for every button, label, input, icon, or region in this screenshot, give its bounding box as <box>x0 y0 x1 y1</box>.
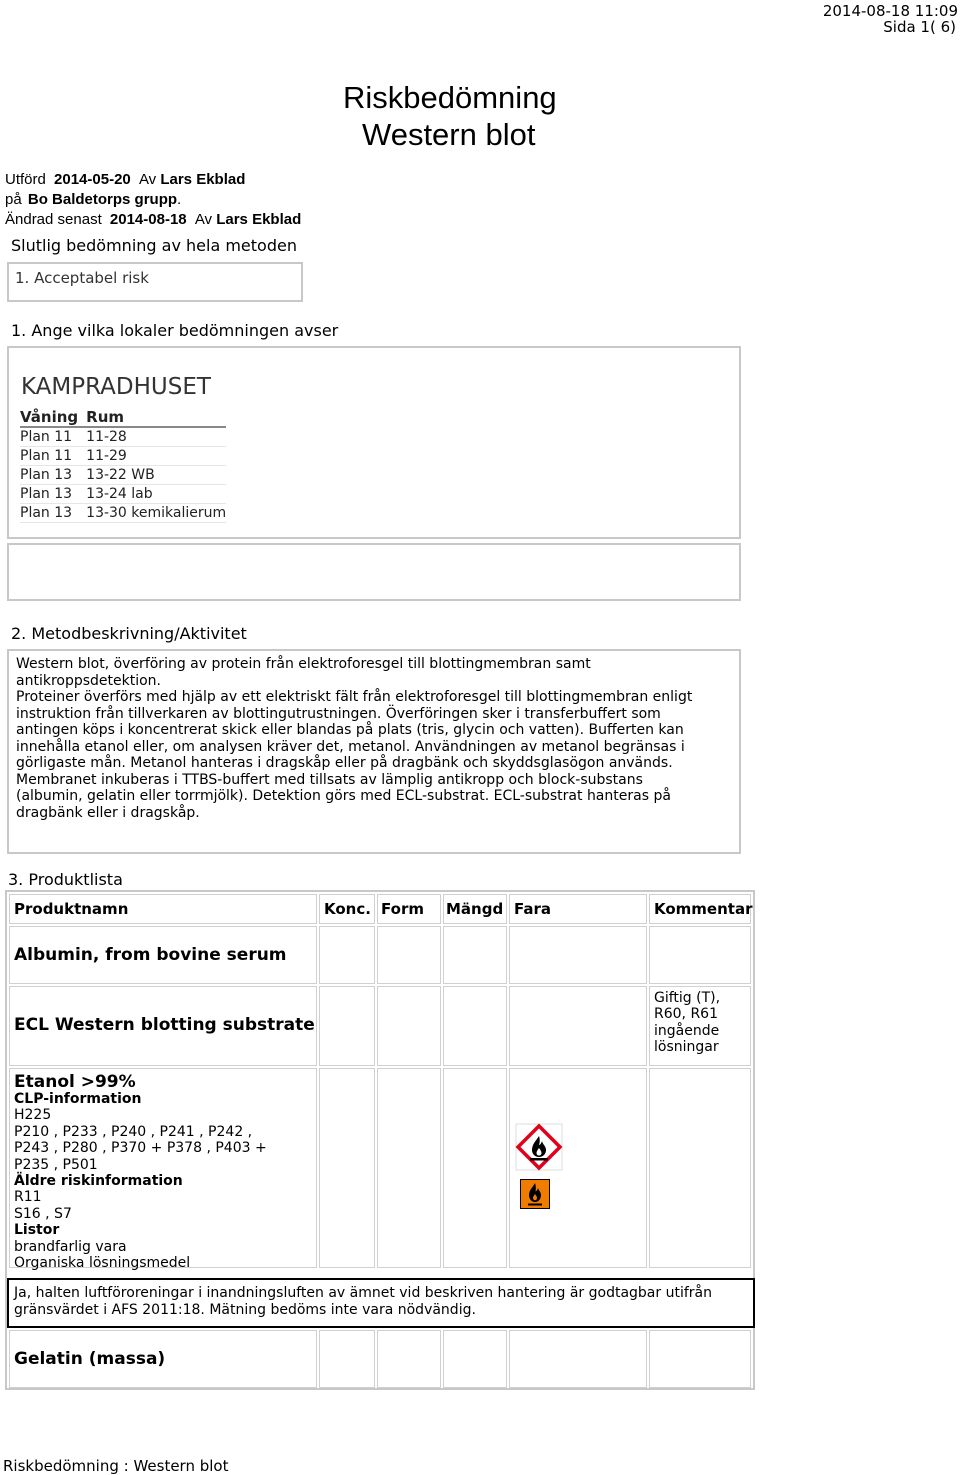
page-title: Riskbedömning <box>343 80 557 115</box>
product-name: ECL Western blotting substrate <box>14 1015 315 1035</box>
changed-date: 2014-08-18 <box>109 211 187 228</box>
detail-line: P235 , P501 <box>14 1156 98 1173</box>
product-comment <box>654 990 720 1056</box>
comment-line: R60, R61 <box>654 1006 718 1023</box>
locations-header-row <box>20 408 226 427</box>
hazard-cell <box>509 926 647 984</box>
form-cell <box>377 986 441 1066</box>
comment-line: lösningar <box>654 1039 719 1056</box>
table-row <box>20 485 226 504</box>
detail-line: R11 <box>14 1189 42 1206</box>
page-number: Sida 1( 6) <box>883 18 956 36</box>
comment-line: Giftig (T), <box>654 990 721 1006</box>
room-cell: 13-22 WB <box>86 466 226 485</box>
form-cell <box>377 1330 441 1388</box>
conc-cell <box>319 1068 375 1268</box>
changed-by-label: Av <box>194 211 213 228</box>
amount-cell <box>443 986 507 1066</box>
column-header-conc: Konc. <box>319 894 375 924</box>
page-subtitle: Western blot <box>362 117 536 152</box>
final-assessment-label: Slutlig bedömning av hela metoden <box>11 236 297 255</box>
section3-title: 3. Produktlista <box>8 870 123 889</box>
method-line: antingen köps i koncentrerat skick eller blandas på plats (tris, glycin och vatten). Bufferten kan <box>16 722 684 738</box>
column-header-form: Form <box>377 894 441 924</box>
product-name-cell <box>9 986 317 1066</box>
product-name: Albumin, from bovine serum <box>14 945 287 965</box>
comment-cell <box>649 1330 751 1388</box>
table-row <box>20 427 226 447</box>
floor-cell: Plan 13 <box>20 485 86 504</box>
section1-title: 1. Ange vilka lokaler bedömningen avser <box>11 321 339 340</box>
performed-date: 2014-05-20 <box>54 171 131 188</box>
product-details <box>14 1091 267 1271</box>
building-name: KAMPRADHUSET <box>21 374 211 400</box>
detail-line: H225 <box>14 1107 52 1124</box>
floor-cell: Plan 11 <box>20 427 86 447</box>
changed-label: Ändrad senast <box>5 211 102 228</box>
final-assessment-value: 1. Acceptabel risk <box>15 269 149 287</box>
amount-cell <box>443 1330 507 1388</box>
changed-by: Lars Ekblad <box>216 211 302 228</box>
amount-cell <box>443 926 507 984</box>
ghs-flame-icon <box>515 1123 563 1171</box>
detail-line: brandfarlig vara <box>14 1238 127 1255</box>
method-line: dragbänk eller i dragskåp. <box>16 804 200 821</box>
note-line: gränsvärdet i AFS 2011:18. Mätning bedöms inte vara nödvändig. <box>14 1301 476 1318</box>
flammable-orange-icon <box>520 1179 550 1209</box>
meta-performed <box>5 171 245 188</box>
method-line: innehålla etanol eller, om analysen kräver det, metanol. Användningen av metanol begränsas i <box>16 738 685 755</box>
table-row <box>20 447 226 466</box>
form-cell <box>377 926 441 984</box>
comment-cell <box>649 926 751 984</box>
floor-cell: Plan 11 <box>20 447 86 466</box>
method-line: (albumin, gelatin eller torrmjölk). Detektion görs med ECL-substrat. ECL-substrat hanteras på <box>16 788 671 804</box>
product-name-cell <box>9 926 317 984</box>
method-line: antikroppsdetektion. <box>16 672 161 689</box>
room-cell: 13-24 lab <box>86 485 226 504</box>
method-description-box <box>7 649 741 854</box>
product-name: Etanol >99% <box>14 1072 136 1092</box>
detail-line: Organiska lösningsmedel <box>14 1255 191 1272</box>
product-name-cell <box>9 1068 317 1272</box>
empty-box <box>7 543 741 601</box>
note-line: Ja, halten luftföroreningar i inandningsluften av ämnet vid beskriven hantering är godtagbar utifrån <box>14 1285 712 1301</box>
print-timestamp: 2014-08-18 11:09 <box>822 2 958 20</box>
room-cell: 11-29 <box>86 447 226 466</box>
detail-line: P210 , P233 , P240 , P241 , P242 , <box>14 1123 253 1140</box>
comment-cell <box>649 986 751 1066</box>
meta-group <box>5 191 181 208</box>
detail-heading: Äldre riskinformation <box>14 1173 183 1190</box>
column-header-name: Produktnamn <box>9 894 317 924</box>
product-table <box>5 890 755 1390</box>
product-name-cell <box>9 1330 317 1388</box>
floor-cell: Plan 13 <box>20 504 86 523</box>
section2-title: 2. Metodbeskrivning/Aktivitet <box>11 624 247 643</box>
conc-cell <box>319 986 375 1066</box>
comment-cell <box>649 1068 751 1268</box>
detail-heading: CLP-information <box>14 1091 142 1107</box>
group-dot: . <box>177 191 182 208</box>
exposure-note <box>7 1278 755 1328</box>
floor-cell: Plan 13 <box>20 466 86 485</box>
method-line: Membranet inkuberas i TTBS-buffert med tillsats av lämplig antikropp och block-substans <box>16 771 643 788</box>
detail-heading: Listor <box>14 1222 60 1239</box>
column-header-hazard: Fara <box>509 894 647 924</box>
column-floor: Våning <box>20 408 86 427</box>
comment-line: ingående <box>654 1022 720 1039</box>
table-row <box>20 504 226 523</box>
locations-table <box>20 408 226 523</box>
method-line: instruktion från tillverkaren av blottingutrustningen. Överföringen sker i transferbuffert som <box>16 705 661 722</box>
amount-cell <box>443 1068 507 1268</box>
group-name: Bo Baldetorps grupp <box>27 191 178 208</box>
final-assessment-box <box>7 262 303 302</box>
hazard-cell <box>509 1330 647 1388</box>
table-row <box>20 466 226 485</box>
locations-box <box>7 346 741 539</box>
method-line: Proteiner överförs med hjälp av ett elektriskt fält från elektroforesgel till blottingmembran enligt <box>16 689 693 705</box>
hazard-cell <box>509 986 647 1066</box>
method-line: Western blot, överföring av protein från elektroforesgel till blottingmembran samt <box>16 656 591 672</box>
detail-line: P243 , P280 , P370 + P378 , P403 + <box>14 1140 267 1157</box>
conc-cell <box>319 926 375 984</box>
form-cell <box>377 1068 441 1268</box>
method-description <box>16 656 692 821</box>
room-cell: 13-30 kemikalierum <box>86 505 227 521</box>
exposure-note-text <box>14 1285 712 1318</box>
page-footer: Riskbedömning : Western blot <box>3 1457 229 1475</box>
performed-by: Lars Ekblad <box>160 171 246 188</box>
conc-cell <box>319 1330 375 1388</box>
room-cell: 11-28 <box>86 427 226 447</box>
performed-label: Utförd <box>5 171 46 188</box>
column-header-comment: Kommentar <box>649 894 751 924</box>
group-label: på <box>5 191 22 208</box>
method-line: görligaste mån. Metanol hanteras i dragskåp eller på dragbänk och skyddsglasögon används. <box>16 755 673 771</box>
column-header-amount: Mängd <box>443 894 507 924</box>
performed-by-label: Av <box>138 171 157 188</box>
detail-line: S16 , S7 <box>14 1205 72 1222</box>
product-name: Gelatin (massa) <box>14 1349 166 1369</box>
column-room: Rum <box>86 408 226 427</box>
hazard-cell <box>509 1068 647 1268</box>
meta-changed <box>5 211 301 228</box>
